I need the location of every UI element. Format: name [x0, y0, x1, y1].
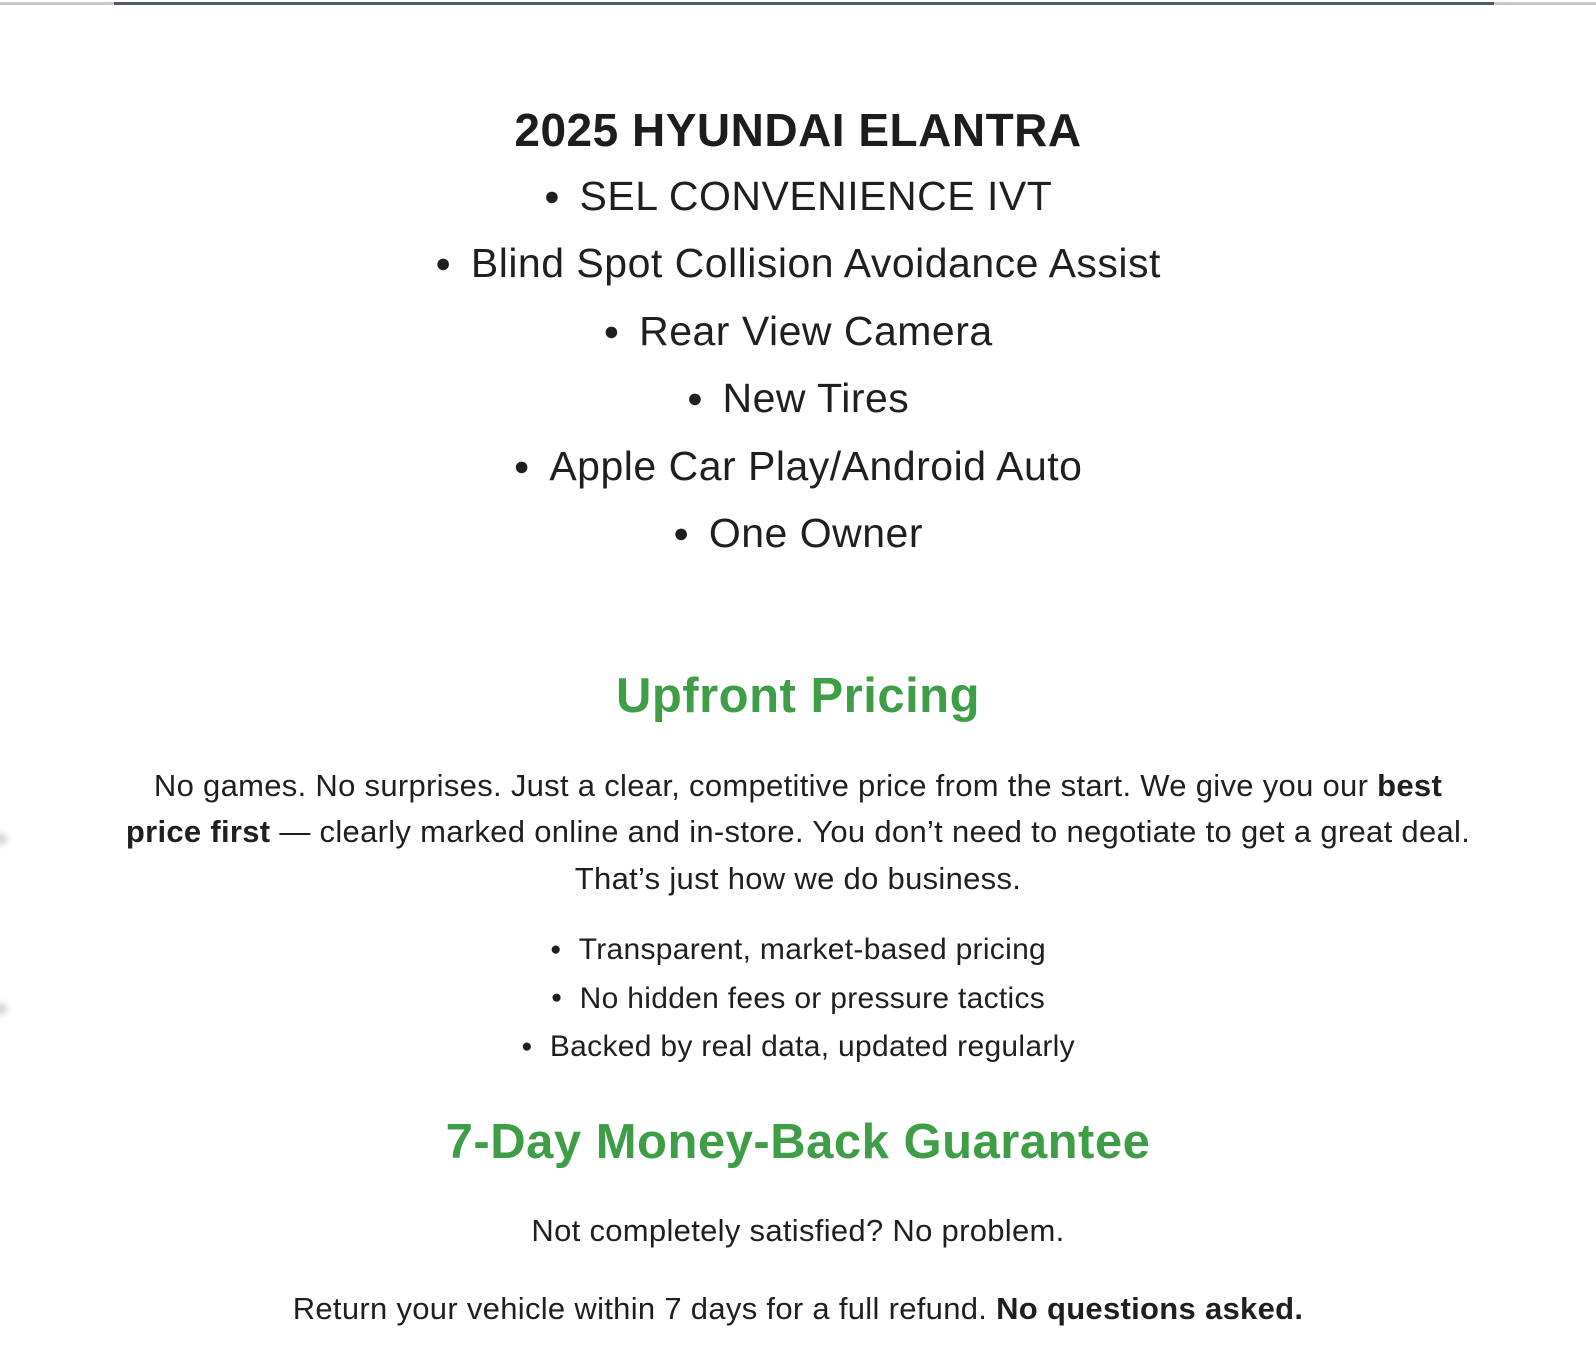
refund-bold-text: No questions asked. — [996, 1290, 1304, 1326]
feature-text: SEL CONVENIENCE IVT — [579, 173, 1053, 219]
feature-text: One Owner — [708, 510, 923, 557]
list-item — [0, 299, 1596, 366]
bullet-icon: ● — [513, 450, 531, 481]
bullet-icon: ● — [543, 180, 561, 211]
list-item — [0, 926, 1596, 975]
upfront-pricing-paragraph — [113, 763, 1483, 903]
pricing-point-text: No hidden fees or pressure tactics — [579, 981, 1046, 1015]
intro-bold-text: best price first — [125, 767, 1443, 850]
pricing-point-text: Backed by real data, updated regularly — [549, 1030, 1075, 1064]
intro-text: — clearly marked online and in-store. You don’t need to negotiate to get a great deal. That’s just how we do business. — [270, 814, 1471, 896]
refund-text: Return your vehicle within 7 days for a full refund. — [292, 1290, 997, 1326]
upfront-pricing-heading: Upfront Pricing — [615, 668, 981, 723]
feature-text: Rear View Camera — [639, 307, 993, 354]
list-item — [0, 366, 1596, 433]
vehicle-title: 2025 HYUNDAI ELANTRA — [514, 104, 1082, 156]
satisfied-line: Not completely satisfied? No problem. — [531, 1212, 1065, 1248]
list-item — [0, 231, 1596, 298]
list-item — [0, 975, 1596, 1024]
bullet-icon: ● — [549, 938, 562, 960]
intro-text: No games. No surprises. Just a clear, competitive price from the start. We give you our — [153, 767, 1378, 803]
feature-text: Blind Spot Collision Avoidance Assist — [470, 240, 1161, 287]
list-item — [0, 434, 1596, 501]
list-item — [0, 164, 1596, 231]
bullet-icon: ● — [603, 315, 621, 346]
feature-text: New Tires — [722, 375, 910, 422]
bullet-icon: ● — [686, 383, 704, 414]
money-back-guarantee-heading: 7-Day Money-Back Guarantee — [445, 1114, 1151, 1169]
refund-line — [0, 1285, 1596, 1332]
bullet-icon: ● — [673, 518, 690, 549]
bullet-icon: ● — [550, 987, 563, 1009]
pricing-point-text: Transparent, market-based pricing — [578, 933, 1047, 967]
bullet-icon: ● — [521, 1035, 533, 1057]
feature-text: Apple Car Play/Android Auto — [549, 442, 1083, 489]
list-item — [0, 1023, 1596, 1072]
list-item — [0, 501, 1596, 568]
vehicle-feature-list — [0, 164, 1596, 569]
pricing-points-list — [0, 926, 1596, 1072]
bullet-icon: ● — [435, 248, 452, 279]
